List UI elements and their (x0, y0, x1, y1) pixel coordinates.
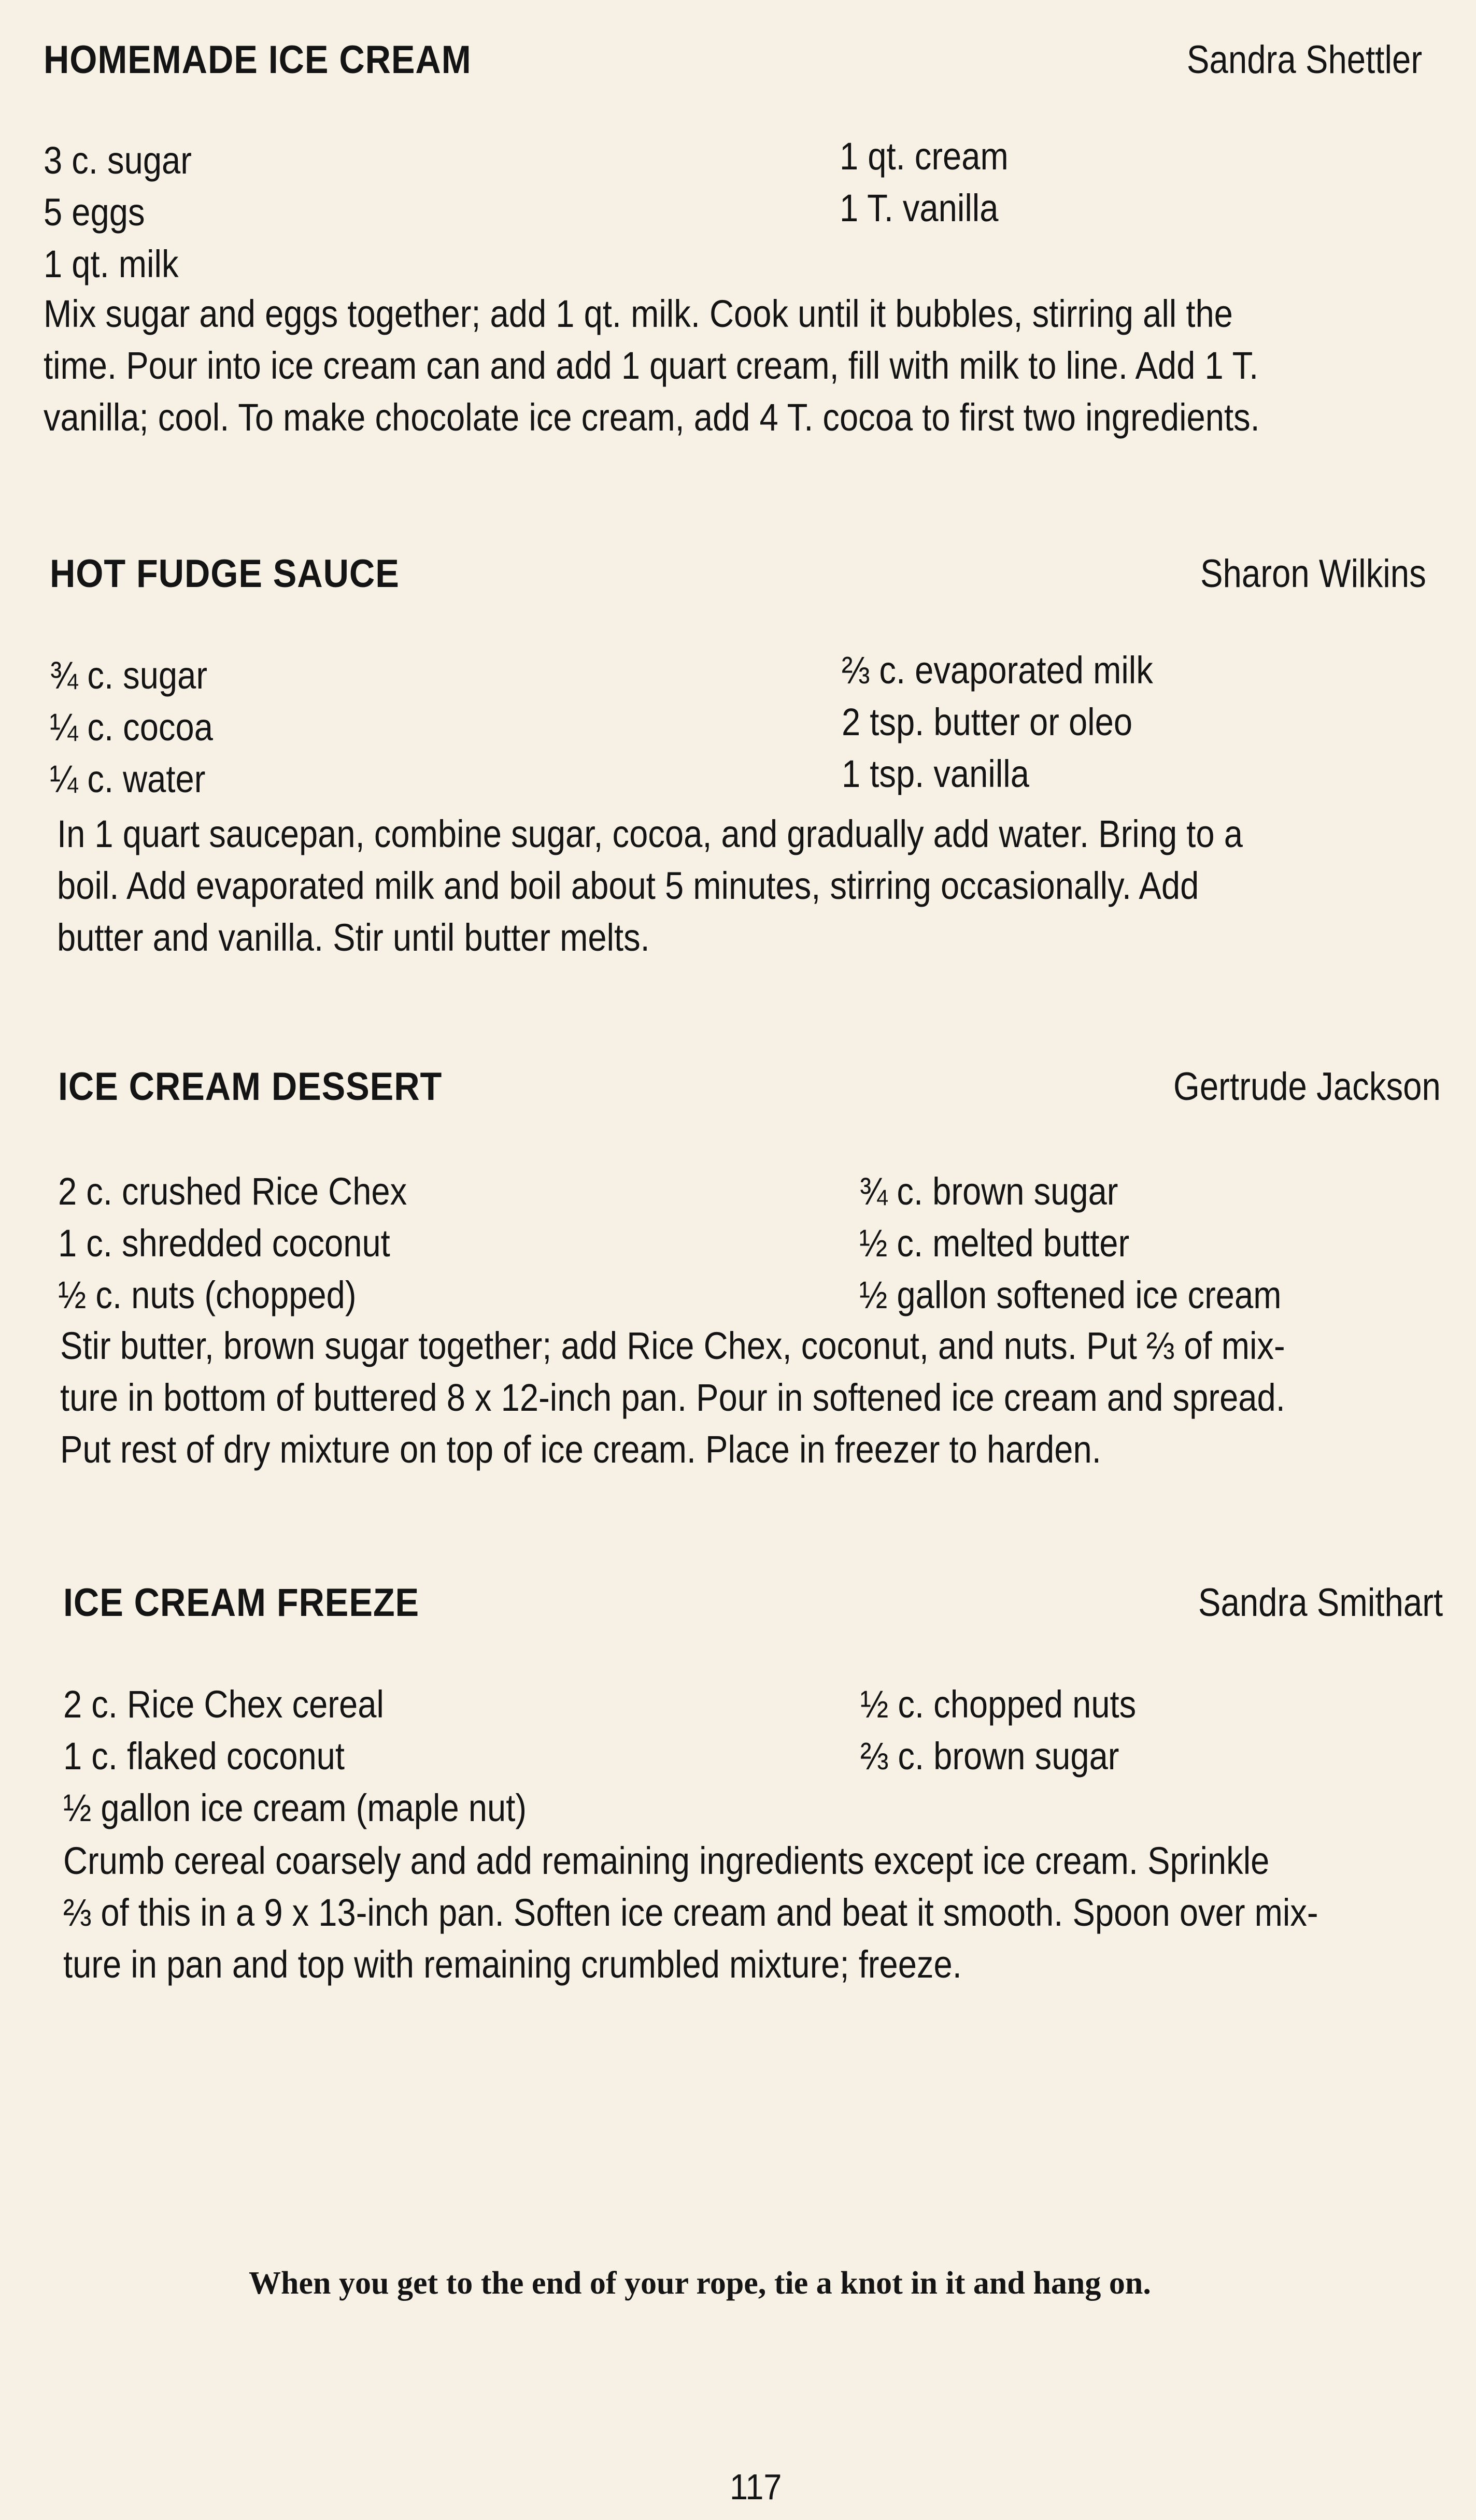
page-number: 117 (730, 2467, 782, 2507)
ingredient: ½ gallon ice cream (maple nut) (63, 1786, 527, 1829)
instruction-line: ture in bottom of buttered 8 x 12-inch pan. Pour in softened ice cream and spread. (60, 1376, 1285, 1419)
ingredient: 1 qt. cream (840, 135, 1009, 178)
ingredient: ½ gallon softened ice cream (859, 1273, 1282, 1316)
ingredient: ¼ c. water (50, 757, 206, 800)
recipe-homemade-ice-cream (44, 37, 1422, 462)
instruction-line: ture in pan and top with remaining crumbled mixture; freeze. (63, 1943, 962, 1986)
ingredient: 5 eggs (44, 191, 145, 234)
recipe-ice-cream-dessert (58, 1064, 1441, 1489)
ingredient: 1 c. shredded coconut (58, 1222, 390, 1265)
instruction-line: ⅔ of this in a 9 x 13-inch pan. Soften ice cream and beat it smooth. Spoon over mix- (63, 1891, 1318, 1934)
ingredient: ½ c. chopped nuts (860, 1683, 1137, 1726)
footer-quote: When you get to the end of your rope, tie a knot in it and hang on. (249, 2266, 1151, 2301)
recipe-title: HOMEMADE ICE CREAM (44, 38, 472, 82)
recipe-title: ICE CREAM FREEZE (63, 1581, 420, 1625)
recipe-author: Sandra Shettler (1186, 38, 1422, 82)
ingredient: 1 qt. milk (44, 242, 179, 285)
ingredients-left (44, 135, 192, 290)
instruction-line: Crumb cereal coarsely and add remaining ingredients except ice cream. Sprinkle (63, 1839, 1270, 1882)
instruction-line: butter and vanilla. Stir until butter melts. (57, 916, 650, 959)
ingredient: ⅔ c. evaporated milk (842, 649, 1153, 692)
ingredients-left (63, 1679, 527, 1834)
ingredient: ½ c. melted butter (859, 1222, 1130, 1265)
ingredients-right (842, 645, 1153, 800)
ingredient: 1 c. flaked coconut (63, 1735, 345, 1778)
recipe-author: Sandra Smithart (1198, 1581, 1443, 1625)
instruction-line: boil. Add evaporated milk and boil about 5 minutes, stirring occasionally. Add (57, 864, 1199, 907)
recipe-author: Sharon Wilkins (1200, 552, 1426, 596)
recipe-instructions (57, 808, 1243, 964)
instruction-line: Put rest of dry mixture on top of ice cream. Place in freezer to harden. (60, 1428, 1101, 1471)
ingredient: 3 c. sugar (44, 139, 192, 182)
recipe-hot-fudge-sauce (50, 551, 1426, 976)
ingredient: 1 T. vanilla (840, 187, 999, 230)
instruction-line: time. Pour into ice cream can and add 1 quart cream, fill with milk to line. Add 1 T. (44, 344, 1259, 387)
instruction-line: In 1 quart saucepan, combine sugar, cocoa, and gradually add water. Bring to a (57, 812, 1243, 855)
ingredient: ¾ c. brown sugar (859, 1170, 1118, 1213)
ingredient: 2 c. crushed Rice Chex (58, 1170, 407, 1213)
recipe-title: ICE CREAM DESSERT (58, 1065, 443, 1109)
ingredient: 2 c. Rice Chex cereal (63, 1683, 384, 1726)
ingredients-right (859, 1166, 1281, 1321)
instruction-line: vanilla; cool. To make chocolate ice cream, add 4 T. cocoa to first two ingredients. (44, 396, 1260, 439)
recipe-title: HOT FUDGE SAUCE (50, 552, 400, 596)
ingredient: ¾ c. sugar (50, 654, 208, 697)
ingredient: ⅔ c. brown sugar (860, 1735, 1119, 1778)
ingredients-left (50, 650, 213, 805)
ingredient: 1 tsp. vanilla (842, 752, 1029, 795)
recipe-instructions (63, 1835, 1318, 1991)
ingredient: ¼ c. cocoa (50, 706, 213, 749)
ingredient: ½ c. nuts (chopped) (58, 1273, 357, 1316)
recipe-ice-cream-freeze (63, 1580, 1443, 2005)
instruction-line: Mix sugar and eggs together; add 1 qt. milk. Cook until it bubbles, stirring all the (44, 292, 1233, 335)
ingredients-right (860, 1679, 1136, 1782)
instruction-line: Stir butter, brown sugar together; add Rice Chex, coconut, and nuts. Put ⅔ of mix- (60, 1324, 1285, 1367)
ingredients-right (840, 131, 1009, 234)
recipe-instructions (60, 1320, 1285, 1476)
recipe-author: Gertrude Jackson (1173, 1065, 1441, 1109)
ingredients-left (58, 1166, 407, 1321)
recipe-instructions (44, 288, 1260, 443)
ingredient: 2 tsp. butter or oleo (842, 700, 1133, 743)
